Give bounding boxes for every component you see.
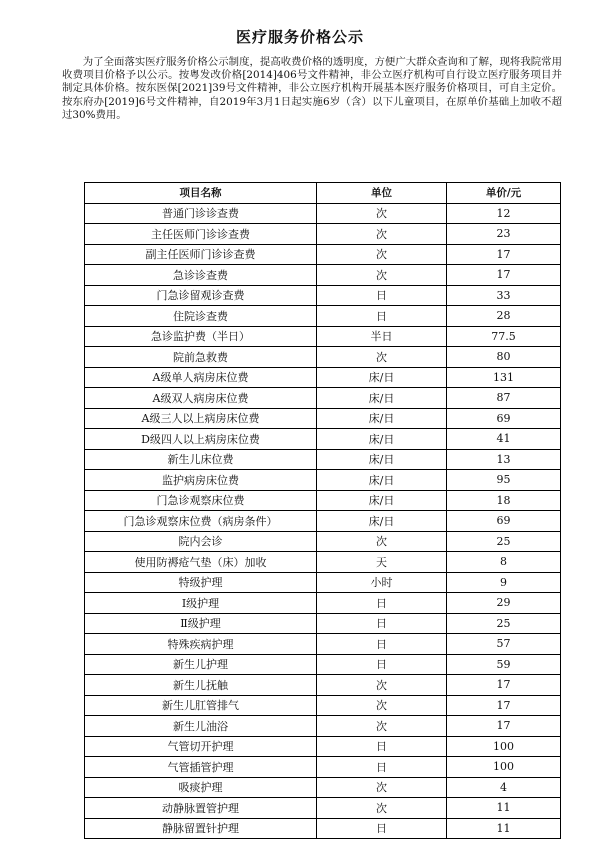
unit-cell: 次 (317, 265, 447, 286)
table-row (85, 367, 561, 388)
table-row (85, 552, 561, 573)
unit-cell: 次 (317, 347, 447, 368)
table-row (85, 818, 561, 839)
table-row (85, 654, 561, 675)
table-row (85, 613, 561, 634)
table-row (85, 265, 561, 286)
item-name-cell: 门急诊观察床位费（病房条件） (85, 511, 317, 532)
price-cell: 28 (447, 306, 561, 327)
unit-cell: 日 (317, 757, 447, 778)
item-name-cell: 急诊诊查费 (85, 265, 317, 286)
unit-cell: 次 (317, 244, 447, 265)
unit-cell: 次 (317, 716, 447, 737)
item-name-cell: 住院诊查费 (85, 306, 317, 327)
item-name-cell: 动静脉置管护理 (85, 798, 317, 819)
item-name-cell: 门急诊留观诊查费 (85, 285, 317, 306)
item-name-cell: 门急诊观察床位费 (85, 490, 317, 511)
item-name-cell: 副主任医师门诊诊查费 (85, 244, 317, 265)
item-name-cell: 急诊监护费（半日） (85, 326, 317, 347)
price-cell: 13 (447, 449, 561, 470)
price-cell: 17 (447, 244, 561, 265)
item-name-cell: 新生儿护理 (85, 654, 317, 675)
table-row (85, 798, 561, 819)
table-row (85, 285, 561, 306)
table-row (85, 572, 561, 593)
table-row (85, 593, 561, 614)
price-cell: 4 (447, 777, 561, 798)
document-title: 医疗服务价格公示 (235, 28, 364, 46)
table-row (85, 490, 561, 511)
item-name-cell: D级四人以上病房床位费 (85, 429, 317, 450)
price-cell: 9 (447, 572, 561, 593)
price-cell: 100 (447, 757, 561, 778)
table-row (85, 675, 561, 696)
price-cell: 8 (447, 552, 561, 573)
table-row (85, 716, 561, 737)
price-cell: 80 (447, 347, 561, 368)
table-row (85, 757, 561, 778)
item-name-cell: A级单人病房床位费 (85, 367, 317, 388)
header-price: 单价/元 (447, 183, 561, 204)
table-row (85, 695, 561, 716)
price-cell: 33 (447, 285, 561, 306)
unit-cell: 床/日 (317, 470, 447, 491)
intro-text: 为了全面落实医疗服务价格公示制度，提高收费价格的透明度，方便广大群众查询和了解，现将我院常用收费项目价格予以公示。按粤发改价格[2014]406号文件精神，非公立医疗机构可自行设立医疗服务项目并制定具体价格。按东医保[2021]39号文件精神，非公立医疗机构开展基本医疗服务价格项目，可自主定价。按东府办[2019]6号文件精神，自2019年3月1日起实施6岁（含）以下儿童项目，在原单价基础上加收不超过30%费用。 (62, 56, 562, 121)
unit-cell: 次 (317, 798, 447, 819)
price-cell: 59 (447, 654, 561, 675)
unit-cell: 次 (317, 203, 447, 224)
item-name-cell: 特殊疾病护理 (85, 634, 317, 655)
unit-cell: 日 (317, 306, 447, 327)
unit-cell: 日 (317, 818, 447, 839)
item-name-cell: 静脉留置针护理 (85, 818, 317, 839)
unit-cell: 日 (317, 285, 447, 306)
price-cell: 17 (447, 695, 561, 716)
price-cell: 11 (447, 798, 561, 819)
price-cell: 29 (447, 593, 561, 614)
unit-cell: 床/日 (317, 429, 447, 450)
price-cell: 100 (447, 736, 561, 757)
table-row (85, 531, 561, 552)
item-name-cell: Ⅰ级护理 (85, 593, 317, 614)
table-row (85, 470, 561, 491)
price-cell: 77.5 (447, 326, 561, 347)
price-cell: 41 (447, 429, 561, 450)
item-name-cell: 普通门诊诊查费 (85, 203, 317, 224)
table-row (85, 203, 561, 224)
item-name-cell: 新生儿肛管排气 (85, 695, 317, 716)
table-row (85, 511, 561, 532)
unit-cell: 半日 (317, 326, 447, 347)
unit-cell: 日 (317, 736, 447, 757)
price-cell: 131 (447, 367, 561, 388)
item-name-cell: Ⅱ级护理 (85, 613, 317, 634)
table-body (85, 203, 561, 839)
table-row (85, 736, 561, 757)
header-unit: 单位 (317, 183, 447, 204)
unit-cell: 日 (317, 593, 447, 614)
price-cell: 12 (447, 203, 561, 224)
unit-cell: 日 (317, 654, 447, 675)
table-row (85, 306, 561, 327)
unit-cell: 日 (317, 634, 447, 655)
price-cell: 25 (447, 613, 561, 634)
price-cell: 69 (447, 408, 561, 429)
price-cell: 87 (447, 388, 561, 409)
unit-cell: 日 (317, 613, 447, 634)
price-cell: 25 (447, 531, 561, 552)
item-name-cell: 监护病房床位费 (85, 470, 317, 491)
table-row (85, 347, 561, 368)
unit-cell: 小时 (317, 572, 447, 593)
item-name-cell: 特级护理 (85, 572, 317, 593)
item-name-cell: 气管切开护理 (85, 736, 317, 757)
table-row (85, 634, 561, 655)
price-cell: 95 (447, 470, 561, 491)
table-row (85, 326, 561, 347)
unit-cell: 床/日 (317, 388, 447, 409)
unit-cell: 床/日 (317, 490, 447, 511)
table-row (85, 244, 561, 265)
item-name-cell: 使用防褥疮气垫（床）加收 (85, 552, 317, 573)
table-row (85, 429, 561, 450)
unit-cell: 床/日 (317, 511, 447, 532)
price-cell: 17 (447, 675, 561, 696)
table-row (85, 408, 561, 429)
item-name-cell: 院内会诊 (85, 531, 317, 552)
item-name-cell: 院前急救费 (85, 347, 317, 368)
item-name-cell: 主任医师门诊诊查费 (85, 224, 317, 245)
unit-cell: 床/日 (317, 408, 447, 429)
unit-cell: 次 (317, 695, 447, 716)
table-row (85, 224, 561, 245)
item-name-cell: A级双人病房床位费 (85, 388, 317, 409)
unit-cell: 次 (317, 675, 447, 696)
price-cell: 23 (447, 224, 561, 245)
price-table (84, 182, 561, 839)
item-name-cell: A级三人以上病房床位费 (85, 408, 317, 429)
price-cell: 69 (447, 511, 561, 532)
unit-cell: 次 (317, 531, 447, 552)
price-cell: 57 (447, 634, 561, 655)
price-cell: 17 (447, 716, 561, 737)
unit-cell: 床/日 (317, 367, 447, 388)
unit-cell: 天 (317, 552, 447, 573)
item-name-cell: 吸痰护理 (85, 777, 317, 798)
price-cell: 17 (447, 265, 561, 286)
unit-cell: 次 (317, 224, 447, 245)
item-name-cell: 新生儿床位费 (85, 449, 317, 470)
table-header-row (85, 183, 561, 204)
table-row (85, 449, 561, 470)
unit-cell: 床/日 (317, 449, 447, 470)
item-name-cell: 新生儿油浴 (85, 716, 317, 737)
price-cell: 11 (447, 818, 561, 839)
item-name-cell: 气管插管护理 (85, 757, 317, 778)
intro-paragraph (62, 56, 562, 122)
table-row (85, 388, 561, 409)
price-cell: 18 (447, 490, 561, 511)
item-name-cell: 新生儿抚触 (85, 675, 317, 696)
unit-cell: 次 (317, 777, 447, 798)
header-item-name: 项目名称 (85, 183, 317, 204)
table-row (85, 777, 561, 798)
